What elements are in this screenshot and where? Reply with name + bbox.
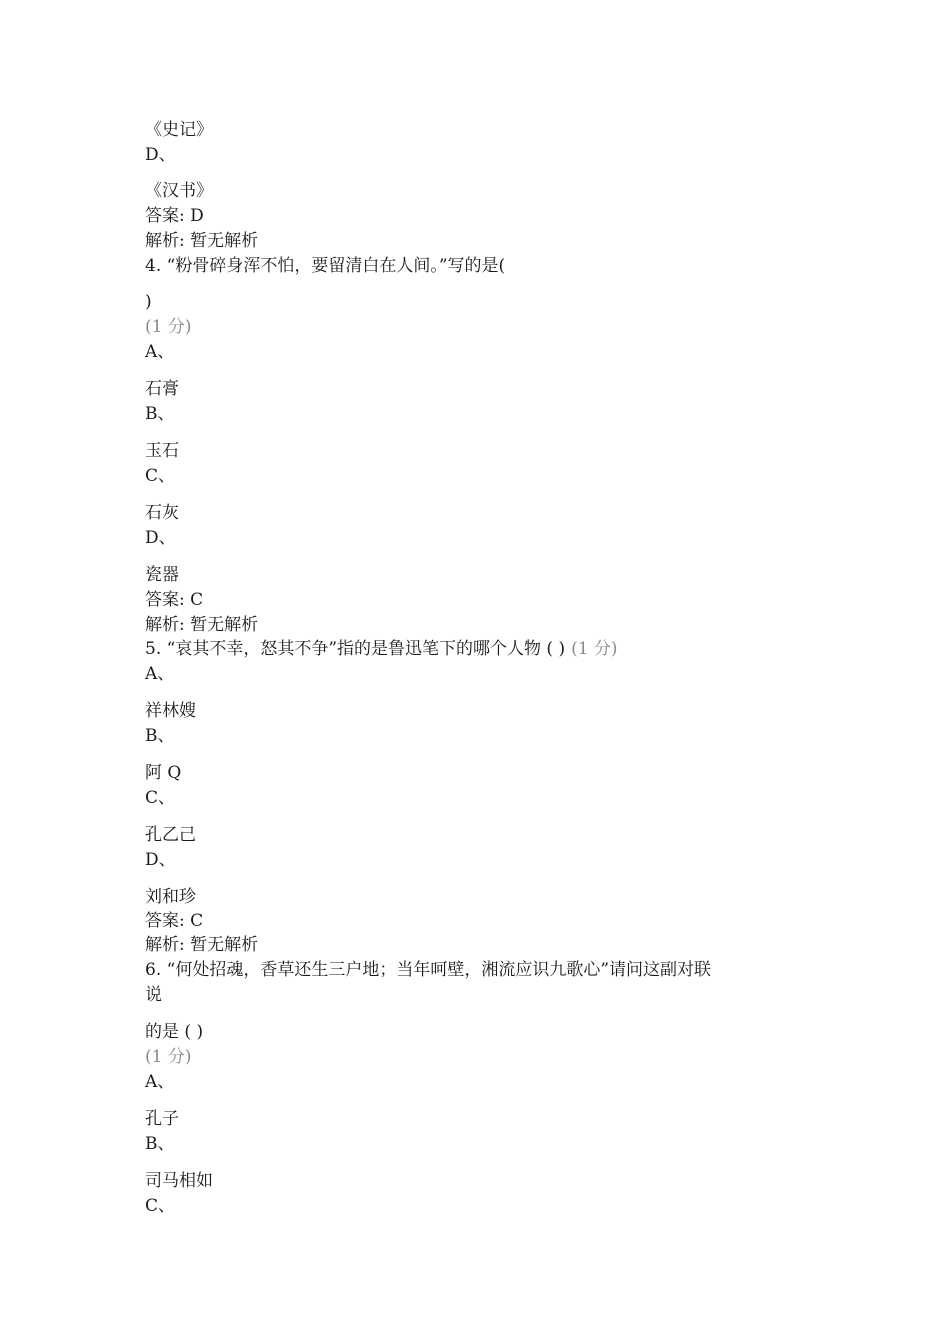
q6-option-b-label: B、 xyxy=(145,1134,175,1154)
q6-stem-line3: 的是 ( ) xyxy=(145,1022,204,1042)
q5-option-d-label: D、 xyxy=(145,850,176,870)
q3-option-d-text: 《汉书》 xyxy=(145,181,213,201)
q6-stem-line1: 6. “何处招魂，香草还生三户地；当年呵壁，湘流应识九歌心”请问这副对联 xyxy=(145,960,712,980)
q4-option-a-label: A、 xyxy=(145,342,175,362)
q6-stem-line2: 说 xyxy=(145,985,162,1005)
q4-stem-line1: 4. “粉骨碎身浑不怕，要留清白在人间。”写的是( xyxy=(145,256,506,276)
q5-option-b-label: B、 xyxy=(145,726,175,746)
q4-option-d-label: D、 xyxy=(145,528,176,548)
q5-option-a-label: A、 xyxy=(145,664,175,684)
q5-stem: 5. “哀其不幸，怒其不争”指的是鲁迅笔下的哪个人物 ( ) xyxy=(145,639,566,659)
q3-answer: 答案: D xyxy=(145,206,204,226)
q5-option-b-text: 阿 Q xyxy=(145,763,182,783)
q6-option-b-text: 司马相如 xyxy=(145,1171,213,1191)
q5-option-a-text: 祥林嫂 xyxy=(145,701,196,721)
q5-option-c-text: 孔乙己 xyxy=(145,825,196,845)
q6-option-a-label: A、 xyxy=(145,1072,175,1092)
q4-analysis: 解析: 暂无解析 xyxy=(145,615,259,635)
q6-option-c-label: C、 xyxy=(145,1196,176,1216)
q4-option-c-label: C、 xyxy=(145,466,176,486)
q4-answer: 答案: C xyxy=(145,590,204,610)
q5-option-d-text: 刘和珍 xyxy=(145,887,196,907)
q6-score: (1 分) xyxy=(145,1047,192,1067)
q4-option-b-text: 玉石 xyxy=(145,441,179,461)
q5-analysis: 解析: 暂无解析 xyxy=(145,935,259,955)
q5-stem-line xyxy=(145,638,618,660)
q3-analysis: 解析: 暂无解析 xyxy=(145,231,259,251)
q4-option-d-text: 瓷器 xyxy=(145,565,179,585)
q5-score: (1 分) xyxy=(571,639,618,659)
q4-option-a-text: 石膏 xyxy=(145,379,179,399)
q4-option-b-label: B、 xyxy=(145,404,175,424)
q5-answer: 答案: C xyxy=(145,911,204,931)
q5-option-c-label: C、 xyxy=(145,788,176,808)
q4-stem-line2: ) xyxy=(145,292,152,312)
q6-option-a-text: 孔子 xyxy=(145,1109,179,1129)
q4-option-c-text: 石灰 xyxy=(145,503,179,523)
q3-option-c-text: 《史记》 xyxy=(145,120,213,140)
q3-option-d-label: D、 xyxy=(145,145,176,165)
q4-score: (1 分) xyxy=(145,317,192,337)
